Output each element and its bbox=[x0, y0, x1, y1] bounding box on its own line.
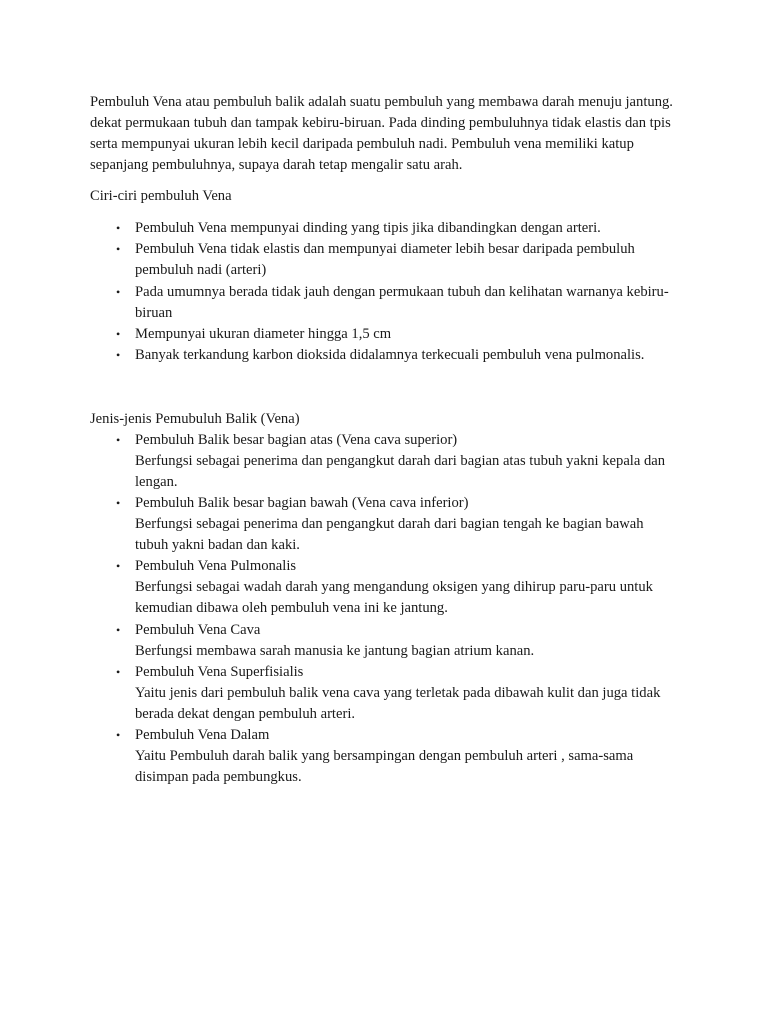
ciri-item-text: Banyak terkandung karbon dioksida didalamnya terkecuali pembuluh vena pulmonalis. bbox=[135, 347, 645, 364]
jenis-item-description: Berfungsi sebagai wadah darah yang mengandung oksigen yang dihirup paru-paru untuk kemudian dibawa oleh pembuluh vena ini ke jantung. bbox=[135, 579, 653, 617]
intro-paragraph: Pembuluh Vena atau pembuluh balik adalah suatu pembuluh yang membawa darah menuju jantung. dekat permukaan tubuh dan tampak kebiru-biruan. Pada dinding pembuluhnya tidak elastis dan tpis serta mempunyai ukuran lebih kecil daripada pembuluh nadi. Pembuluh vena memiliki katup sepanjang pembuluhnya, supaya darah tetap mengalir satu arah. bbox=[90, 94, 673, 173]
jenis-item-description: Berfungsi sebagai penerima dan pengangkut darah dari bagian tengah ke bagian bawah tubuh yakni badan dan kaki. bbox=[135, 516, 644, 554]
ciri-item-text: Pembuluh Vena tidak elastis dan mempunyai diameter lebih besar daripada pembuluh pembuluh nadi (arteri) bbox=[135, 241, 635, 279]
bullet-icon: • bbox=[116, 496, 121, 511]
jenis-list-item bbox=[90, 556, 680, 619]
jenis-item-title: Pembuluh Balik besar bagian atas (Vena cava superior) bbox=[135, 432, 458, 448]
bullet-icon: • bbox=[116, 348, 121, 363]
jenis-item-title: Pembuluh Vena Cava bbox=[135, 621, 261, 638]
jenis-list-item bbox=[90, 620, 680, 662]
bullet-icon: • bbox=[116, 664, 121, 679]
ciri-heading: Ciri-ciri pembuluh Vena bbox=[90, 188, 232, 204]
jenis-list bbox=[90, 430, 680, 788]
bullet-icon: • bbox=[116, 327, 121, 342]
bullet-icon: • bbox=[116, 433, 121, 447]
ciri-list-item bbox=[90, 239, 680, 281]
bullet-icon: • bbox=[116, 242, 121, 257]
ciri-list-block bbox=[90, 218, 680, 367]
jenis-item-title: Pembuluh Vena Pulmonalis bbox=[135, 558, 297, 575]
ciri-item-text: Mempunyai ukuran diameter hingga 1,5 cm bbox=[135, 326, 392, 343]
jenis-item-description: Berfungsi sebagai penerima dan pengangkut darah dari bagian atas tubuh yakni kepala dan lengan. bbox=[135, 452, 666, 490]
ciri-list-item bbox=[90, 345, 680, 366]
jenis-item-description: Yaitu Pembuluh darah balik yang bersampingan dengan pembuluh arteri , sama-sama disimpan pada pembungkus. bbox=[135, 748, 634, 785]
jenis-item-title: Pembuluh Balik besar bagian bawah (Vena cava inferior) bbox=[135, 495, 469, 512]
ciri-list-item bbox=[90, 324, 680, 345]
ciri-item-text: Pada umumnya berada tidak jauh dengan permukaan tubuh dan kelihatan warnanya kebiru-biruan bbox=[135, 283, 669, 321]
jenis-list-item bbox=[90, 493, 680, 556]
ciri-list-item bbox=[90, 218, 680, 239]
jenis-item-description: Berfungsi membawa sarah manusia ke jantung bagian atrium kanan. bbox=[135, 642, 535, 659]
ciri-list bbox=[90, 218, 680, 366]
ciri-heading-block bbox=[90, 186, 680, 207]
jenis-list-item bbox=[90, 430, 680, 493]
bullet-icon: • bbox=[116, 622, 121, 637]
intro-paragraph-block bbox=[90, 92, 680, 176]
bullet-icon: • bbox=[116, 559, 121, 574]
bullet-icon: • bbox=[116, 284, 121, 299]
ciri-list-item bbox=[90, 282, 680, 324]
jenis-list-item bbox=[90, 662, 680, 725]
jenis-item-title: Pembuluh Vena Dalam bbox=[135, 727, 270, 744]
jenis-item-title: Pembuluh Vena Superfisialis bbox=[135, 663, 304, 680]
jenis-item-description: Yaitu jenis dari pembuluh balik vena cava yang terletak pada dibawah kulit dan juga tidak berada dekat dengan pembuluh arteri. bbox=[135, 684, 661, 722]
jenis-heading: Jenis-jenis Pemubuluh Balik (Vena) bbox=[90, 411, 300, 427]
bullet-icon: • bbox=[116, 728, 121, 743]
ciri-item-text: Pembuluh Vena mempunyai dinding yang tipis jika dibandingkan dengan arteri. bbox=[135, 220, 601, 236]
jenis-list-block bbox=[90, 430, 680, 788]
jenis-list-item bbox=[90, 725, 680, 788]
bullet-icon: • bbox=[116, 221, 121, 235]
jenis-heading-block bbox=[90, 409, 680, 430]
